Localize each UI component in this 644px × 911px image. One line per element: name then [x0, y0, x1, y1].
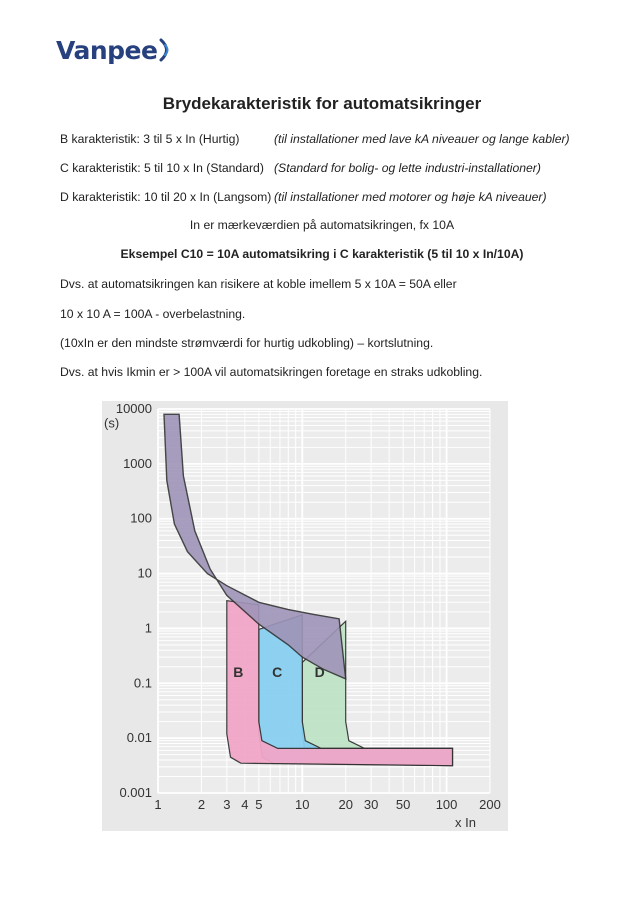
x-tick-label: 20	[338, 797, 353, 812]
example-line: Eksempel C10 = 10A automatsikring i C karakteristik (5 til 10 x In/10A)	[120, 247, 524, 261]
y-axis-label: (s)	[104, 415, 120, 431]
y-tick-label: 100	[130, 510, 152, 526]
trip-curve-chart	[102, 401, 508, 831]
logo-text: Vanpee	[56, 35, 158, 65]
y-tick-label: 1	[144, 620, 152, 636]
vanpee-logo	[56, 30, 173, 70]
logo-swoosh-icon	[159, 37, 173, 63]
x-tick-label: 4	[241, 797, 249, 812]
b-characteristic-line	[60, 131, 570, 147]
series-label-c: C	[272, 664, 283, 681]
b-characteristic-desc: (til installationer med lave kA niveauer og lange kabler)	[274, 132, 570, 146]
x-tick-label: 3	[223, 797, 231, 812]
x-tick-label: 2	[197, 797, 206, 812]
in-note: In er mærkeværdien på automatsikringen, fx 10A	[189, 218, 455, 232]
b-characteristic-label: B karakteristik: 3 til 5 x In (Hurtig)	[60, 132, 240, 146]
x-tick-label: 50	[395, 797, 411, 812]
y-tick-label: 0.1	[133, 675, 152, 691]
y-tick-label: 10000	[115, 401, 152, 416]
y-tick-label: 0.01	[126, 730, 152, 746]
d-characteristic-desc: (til installationer med motorer og høje kA niveauer)	[274, 190, 547, 204]
x-tick-label: 5	[255, 797, 263, 812]
x-tick-label: 1	[154, 797, 162, 812]
y-tick-label: 0.001	[119, 785, 152, 800]
y-tick-label: 10	[137, 565, 152, 581]
series-label-b: B	[233, 664, 244, 681]
c-characteristic-label: C karakteristik: 5 til 10 x In (Standard)	[60, 161, 264, 175]
c-characteristic-desc: (Standard for bolig- og lette industri-installationer)	[274, 161, 541, 175]
x-axis-label: x In	[455, 815, 476, 830]
paragraph-3: (10xIn er den mindste strømværdi for hurtig udkobling) – kortslutning.	[60, 336, 434, 350]
page-title: Brydekarakteristik for automatsikringer	[162, 94, 482, 113]
x-tick-label: 10	[295, 797, 310, 812]
series-label-d: D	[314, 664, 325, 681]
paragraph-2: 10 x 10 A = 100A - overbelastning.	[60, 307, 246, 321]
d-characteristic-label: D karakteristik: 10 til 20 x In (Langsom)	[60, 190, 272, 204]
c-characteristic-line	[60, 160, 541, 176]
paragraph-1: Dvs. at automatsikringen kan risikere at koble imellem 5 x 10A = 50A eller	[60, 277, 457, 291]
trip-curve-svg	[102, 401, 508, 831]
x-tick-label: 100	[435, 797, 458, 812]
d-characteristic-line	[60, 189, 547, 205]
x-tick-label: 30	[363, 797, 379, 812]
paragraph-4: Dvs. at hvis Ikmin er > 100A vil automatsikringen foretage en straks udkobling.	[60, 365, 483, 379]
x-tick-label: 200	[479, 797, 501, 812]
y-tick-label: 1000	[123, 455, 152, 471]
